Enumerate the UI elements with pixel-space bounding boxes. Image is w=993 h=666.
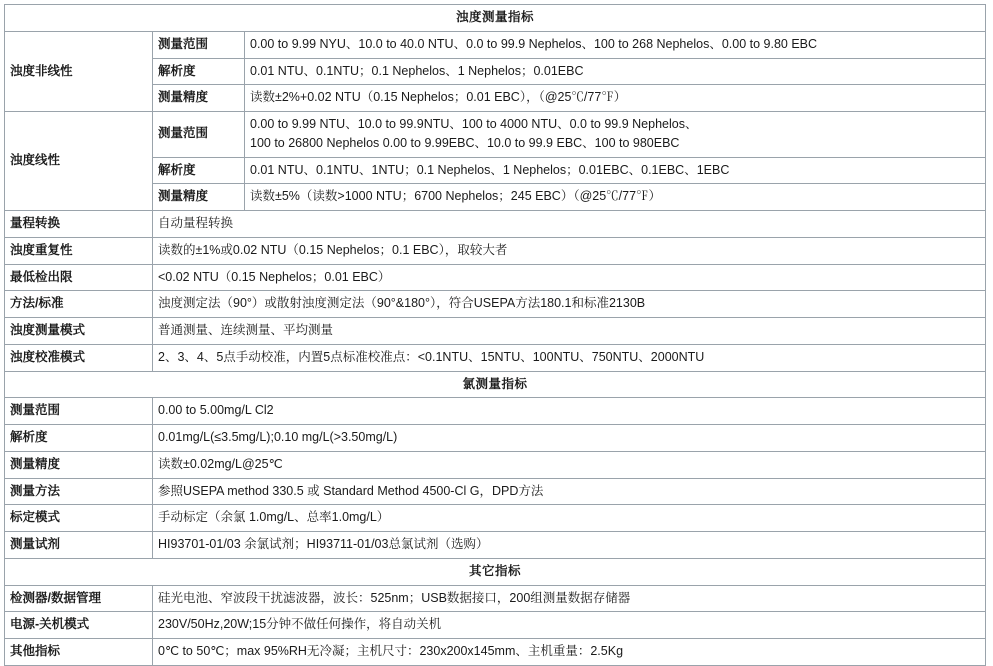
- table-row: [5, 425, 986, 452]
- value-nonlinear-accuracy: 读数±2%+0.02 NTU（0.15 Nephelos；0.01 EBC），（@25℃/77℉）: [245, 85, 986, 112]
- value-cl-range: 0.00 to 5.00mg/L Cl2: [153, 398, 986, 425]
- value-cl-accuracy: 读数±0.02mg/L@25℃: [153, 451, 986, 478]
- table-row: [5, 184, 986, 211]
- table-row: [5, 112, 986, 158]
- row-label-cl-reagent: 测量试剂: [5, 532, 153, 559]
- value-calibration-mode: 2、3、4、5点手动校准，内置5点标准校准点：<0.1NTU、15NTU、100NTU、750NTU、2000NTU: [153, 344, 986, 371]
- row-label-cl-cal-mode: 标定模式: [5, 505, 153, 532]
- sub-label-resolution-linear: 解析度: [153, 157, 245, 184]
- row-label-calibration-mode: 浊度校准模式: [5, 344, 153, 371]
- table-row: [5, 344, 986, 371]
- value-cl-method: 参照USEPA method 330.5 或 Standard Method 4500-Cl G，DPD方法: [153, 478, 986, 505]
- value-method-standard: 浊度测定法（90°）或散射浊度测定法（90°&180°），符合USEPA方法180.1和标准2130B: [153, 291, 986, 318]
- table-row: [5, 85, 986, 112]
- table-row: [5, 505, 986, 532]
- row-label-repeatability: 浊度重复性: [5, 237, 153, 264]
- row-label-power-shutdown: 电源-关机模式: [5, 612, 153, 639]
- table-row: [5, 237, 986, 264]
- row-label-method-standard: 方法/标准: [5, 291, 153, 318]
- table-row: [5, 478, 986, 505]
- value-power-shutdown: 230V/50Hz,20W;15分钟不做任何操作，将自动关机: [153, 612, 986, 639]
- sub-label-accuracy-linear: 测量精度: [153, 184, 245, 211]
- value-measure-mode: 普通测量、连续测量、平均测量: [153, 318, 986, 345]
- table-row: [5, 264, 986, 291]
- table-row: [5, 157, 986, 184]
- row-label-cl-range: 测量范围: [5, 398, 153, 425]
- row-label-cl-method: 测量方法: [5, 478, 153, 505]
- sub-label-accuracy: 测量精度: [153, 85, 245, 112]
- value-linear-accuracy: 读数±5%（读数>1000 NTU；6700 Nephelos；245 EBC）（@25℃/77℉）: [245, 184, 986, 211]
- value-nonlinear-resolution: 0.01 NTU、0.1NTU；0.1 Nephelos、1 Nephelos；0.01EBC: [245, 58, 986, 85]
- value-range-switch: 自动量程转换: [153, 211, 986, 238]
- sub-label-range-linear: 测量范围: [153, 112, 245, 158]
- specification-table: [4, 4, 986, 666]
- value-linear-range-line2: 100 to 26800 Nephelos 0.00 to 9.99EBC、10.0 to 99.9 EBC、100 to 980EBC: [250, 135, 680, 150]
- value-repeatability: 读数的±1%或0.02 NTU（0.15 Nephelos；0.1 EBC），取较大者: [153, 237, 986, 264]
- value-nonlinear-range: 0.00 to 9.99 NYU、10.0 to 40.0 NTU、0.0 to 99.9 Nephelos、100 to 268 Nephelos、0.00 to 9.80 EBC: [245, 31, 986, 58]
- table-row: [5, 318, 986, 345]
- value-linear-resolution: 0.01 NTU、0.1NTU、1NTU；0.1 Nephelos、1 Nephelos；0.01EBC、0.1EBC、1EBC: [245, 157, 986, 184]
- row-label-detector-data: 检测器/数据管理: [5, 585, 153, 612]
- row-label-other-specs: 其他指标: [5, 639, 153, 666]
- row-label-cl-resolution: 解析度: [5, 425, 153, 452]
- table-row: [5, 5, 986, 32]
- table-row: [5, 211, 986, 238]
- table-row: [5, 532, 986, 559]
- table-row: [5, 31, 986, 58]
- value-cl-resolution: 0.01mg/L(≤3.5mg/L);0.10 mg/L(>3.50mg/L): [153, 425, 986, 452]
- table-row: [5, 291, 986, 318]
- row-label-range-switch: 量程转换: [5, 211, 153, 238]
- section-header-other: 其它指标: [5, 558, 986, 585]
- table-row: [5, 558, 986, 585]
- table-row: [5, 58, 986, 85]
- table-row: [5, 639, 986, 666]
- sub-label-resolution: 解析度: [153, 58, 245, 85]
- section-header-chlorine: 氯测量指标: [5, 371, 986, 398]
- row-label-measure-mode: 浊度测量模式: [5, 318, 153, 345]
- table-row: [5, 612, 986, 639]
- value-linear-range: [245, 112, 986, 158]
- value-other-specs: 0℃ to 50℃；max 95%RH无冷凝；主机尺寸：230x200x145mm、主机重量：2.5Kg: [153, 639, 986, 666]
- value-detector-data: 硅光电池、窄波段干扰滤波器，波长：525nm；USB数据接口，200组测量数据存储器: [153, 585, 986, 612]
- section-header-turbidity: 浊度测量指标: [5, 5, 986, 32]
- value-linear-range-line1: 0.00 to 9.99 NTU、10.0 to 99.9NTU、100 to 4000 NTU、0.0 to 99.9 Nephelos、: [250, 117, 698, 131]
- row-label-turbidity-nonlinear: 浊度非线性: [5, 31, 153, 111]
- row-label-cl-accuracy: 测量精度: [5, 451, 153, 478]
- table-row: [5, 398, 986, 425]
- row-label-detection-limit: 最低检出限: [5, 264, 153, 291]
- value-cl-reagent: HI93701-01/03 余氯试剂；HI93711-01/03总氯试剂（选购）: [153, 532, 986, 559]
- value-detection-limit: <0.02 NTU（0.15 Nephelos；0.01 EBC）: [153, 264, 986, 291]
- row-label-turbidity-linear: 浊度线性: [5, 112, 153, 211]
- sub-label-range: 测量范围: [153, 31, 245, 58]
- table-row: [5, 451, 986, 478]
- value-cl-cal-mode: 手动标定（余氯 1.0mg/L、总率1.0mg/L）: [153, 505, 986, 532]
- table-row: [5, 585, 986, 612]
- table-row: [5, 371, 986, 398]
